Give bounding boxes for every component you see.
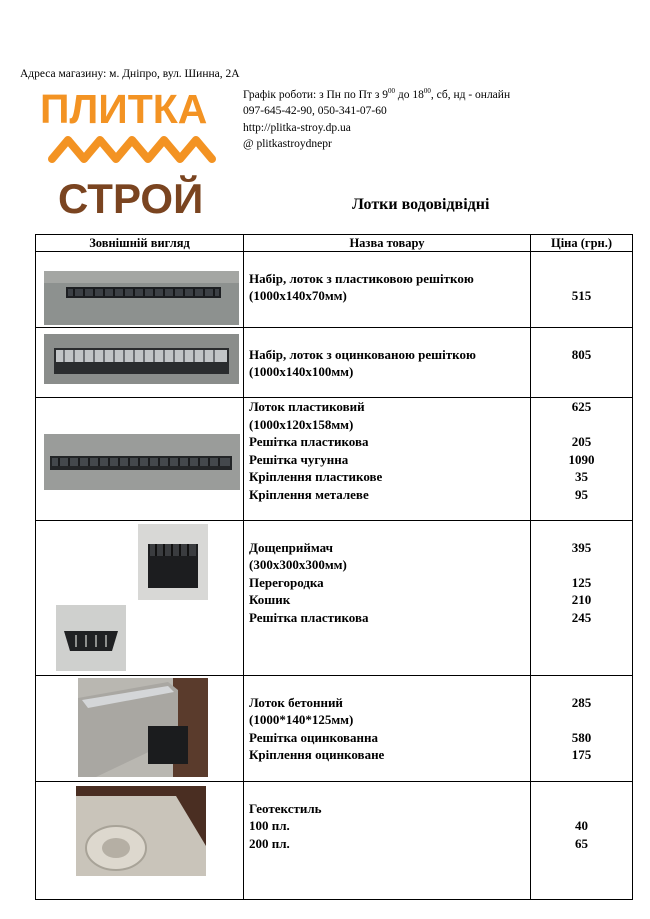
product-image-cell — [36, 252, 244, 328]
table-row — [36, 252, 633, 328]
company-logo — [38, 88, 238, 223]
plastic-grate-channel-image — [44, 271, 239, 325]
table-header-row — [36, 235, 633, 252]
table-row — [36, 782, 633, 900]
product-name-cell: Набір, лоток з оцинкованою решіткою (1000х140х100мм) — [244, 328, 531, 398]
plastic-channel-image — [44, 434, 240, 490]
header-price: Ціна (грн.) — [531, 235, 633, 252]
product-name-cell: Лоток бетонний (1000*140*125мм) Решітка оцинкованна Кріплення оцинковане — [244, 676, 531, 782]
product-price-cell: 625 205 1090 35 95 — [531, 398, 633, 521]
website-link[interactable]: http://plitka-stroy.dp.ua — [243, 121, 351, 134]
product-image-cell — [36, 521, 244, 676]
table-row — [36, 521, 633, 676]
product-price-cell: 285 580 175 — [531, 676, 633, 782]
contacts-block — [243, 83, 510, 153]
logo-bottom-text: СТРОЙ — [58, 175, 204, 222]
galvanized-grate-channel-image — [44, 334, 239, 384]
product-name-cell: Дощеприймач (300х300х300мм) Перегородка Кошик Решітка пластикова — [244, 521, 531, 676]
product-image-cell — [36, 782, 244, 900]
concrete-channel-image — [78, 678, 208, 777]
product-price-cell: 805 — [531, 328, 633, 398]
store-address: Адреса магазину: м. Дніпро, вул. Шинна, 2А — [20, 68, 240, 80]
geotextile-image — [76, 786, 206, 876]
product-name-cell: Геотекстиль 100 пл. 200 пл. — [244, 782, 531, 900]
product-image-cell — [36, 398, 244, 521]
product-name-cell: Набір, лоток з пластиковою решіткою (1000х140х70мм) — [244, 252, 531, 328]
page-title: Лотки водовідвідні — [352, 196, 490, 213]
table-row — [36, 328, 633, 398]
header-product-name: Назва товару — [244, 235, 531, 252]
product-price-cell: 515 — [531, 252, 633, 328]
phone-numbers: 097-645-42-90, 050-341-07-60 — [243, 105, 387, 118]
table-row — [36, 398, 633, 521]
rain-inlet-image — [138, 524, 208, 600]
basket-image — [56, 605, 126, 671]
product-image-cell — [36, 328, 244, 398]
logo-top-text: ПЛИТКА — [40, 88, 208, 132]
instagram-handle[interactable]: @ plitkastroydnepr — [243, 138, 332, 151]
header-appearance: Зовнішній вигляд — [36, 235, 244, 252]
work-schedule: Графік роботи: з Пн по Пт з $9^{00}$ до $18^{00}$, сб, нд - онлайн — [243, 87, 511, 101]
price-table — [35, 234, 633, 900]
product-name-cell: Лоток пластиковий (1000х120х158мм) Решітка пластикова Решітка чугунна Кріплення пластикове Кріплення металеве — [244, 398, 531, 521]
table-row — [36, 676, 633, 782]
product-price-cell: 40 65 — [531, 782, 633, 900]
product-image-cell — [36, 676, 244, 782]
product-price-cell: 395 125 210 245 — [531, 521, 633, 676]
